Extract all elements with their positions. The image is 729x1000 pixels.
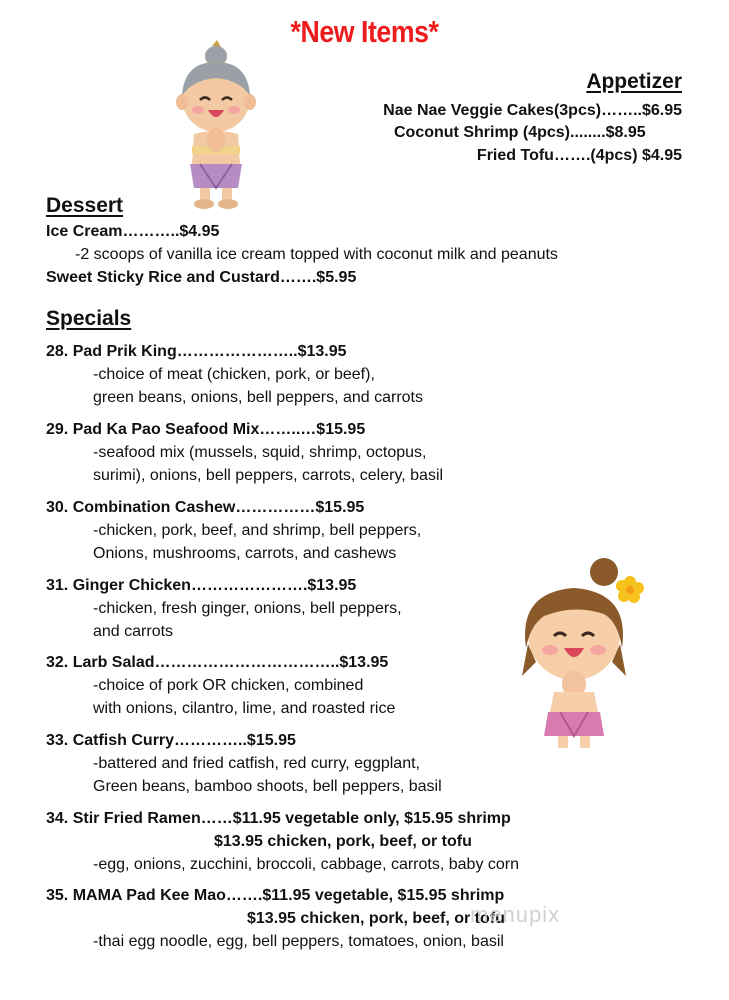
appetizer-item: Coconut Shrimp (4pcs)........$8.95 <box>394 124 646 141</box>
page-title: *New Items* <box>290 14 439 49</box>
dessert-item: Sweet Sticky Rice and Custard…….$5.95 <box>46 269 357 286</box>
dessert-heading: Dessert <box>46 194 124 217</box>
special-item-description: -thai egg noodle, egg, bell peppers, tomatoes, onion, basil <box>93 933 504 950</box>
special-item-name: 33. Catfish Curry…………..$15.95 <box>46 732 296 749</box>
dessert-item: Ice Cream………..$4.95 <box>46 223 220 240</box>
special-item-description: Onions, mushrooms, carrots, and cashews <box>93 545 397 562</box>
special-item-name: 35. MAMA Pad Kee Mao…….$11.95 vegetable, $15.95 shrimp <box>46 887 505 904</box>
appetizer-item: Nae Nae Veggie Cakes(3pcs)……..$6.95 <box>383 102 682 119</box>
thai-boy-illustration <box>160 40 270 212</box>
special-item-name: 32. Larb Salad……………………………..$13.95 <box>46 654 389 671</box>
special-item-name: 29. Pad Ka Pao Seafood Mix……..…$15.95 <box>46 421 366 438</box>
watermark: menupix <box>470 902 561 927</box>
specials-heading: Specials <box>46 307 132 330</box>
appetizer-item: Fried Tofu…….(4pcs) $4.95 <box>476 147 682 164</box>
special-item-price: $13.95 chicken, pork, beef, or tofu <box>247 910 505 927</box>
special-item-description: -choice of meat (chicken, pork, or beef), <box>93 366 375 383</box>
special-item-description: -battered and fried catfish, red curry, eggplant, <box>93 755 420 772</box>
special-item-description: -chicken, pork, beef, and shrimp, bell peppers, <box>93 522 422 539</box>
special-item-name: 28. Pad Prik King…………………..$13.95 <box>46 343 347 360</box>
special-item-description: with onions, cilantro, lime, and roasted rice <box>93 700 396 717</box>
special-item-description: surimi), onions, bell peppers, carrots, celery, basil <box>93 467 444 484</box>
appetizer-heading: Appetizer <box>586 70 682 93</box>
special-item-description: and carrots <box>93 623 174 640</box>
special-item-name: 34. Stir Fried Ramen……$11.95 vegetable only, $15.95 shrimp <box>46 810 511 827</box>
dessert-description: -2 scoops of vanilla ice cream topped with coconut milk and peanuts <box>75 246 558 263</box>
special-item-description: -seafood mix (mussels, squid, shrimp, octopus, <box>93 444 427 461</box>
thai-girl-illustration <box>514 552 646 754</box>
special-item-description: -egg, onions, zucchini, broccoli, cabbage, carrots, baby corn <box>93 856 520 873</box>
special-item-description: -chicken, fresh ginger, onions, bell peppers, <box>93 600 402 617</box>
special-item-price: $13.95 chicken, pork, beef, or tofu <box>214 833 472 850</box>
special-item-description: green beans, onions, bell peppers, and carrots <box>93 389 423 406</box>
special-item-name: 30. Combination Cashew……………$15.95 <box>46 499 365 516</box>
special-item-description: -choice of pork OR chicken, combined <box>93 677 364 694</box>
special-item-name: 31. Ginger Chicken………………….$13.95 <box>46 577 357 594</box>
special-item-description: Green beans, bamboo shoots, bell peppers, basil <box>93 778 442 795</box>
